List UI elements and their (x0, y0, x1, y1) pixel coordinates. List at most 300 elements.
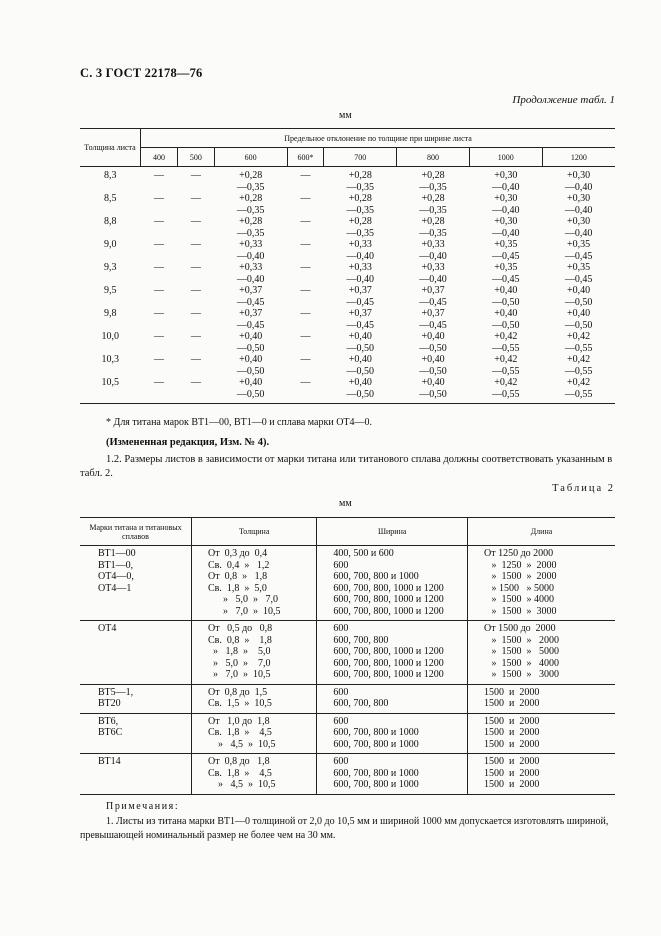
tolerance-cell (324, 239, 397, 262)
table2-width-cell: 600 600, 700, 800 (317, 684, 468, 713)
tolerance-lower (145, 228, 174, 240)
tolerance-cell (469, 239, 542, 262)
tolerance-upper: — (190, 193, 201, 204)
tolerance-lower: —0,40 (236, 250, 265, 262)
tolerance-upper: +0,33 (348, 262, 372, 273)
tolerance-upper: +0,42 (494, 331, 518, 342)
table2-grade-cell: ВТ5—1, ВТ20 (80, 684, 191, 713)
tolerance-cell (214, 308, 287, 331)
tolerance-cell (287, 216, 324, 239)
tolerance-cell (141, 262, 178, 285)
tolerance-upper: +0,37 (348, 308, 372, 319)
tolerance-cell (542, 239, 615, 262)
tolerance-cell (214, 285, 287, 308)
tolerance-cell (397, 216, 470, 239)
tolerance-upper: +0,30 (567, 193, 591, 204)
tolerance-upper: +0,40 (421, 377, 445, 388)
tolerance-upper: +0,28 (239, 193, 263, 204)
tolerance-cell (141, 354, 178, 377)
tolerance-cell (542, 167, 615, 194)
tolerance-lower (145, 205, 174, 217)
tolerance-upper: — (300, 331, 311, 342)
tolerance-upper: — (300, 262, 311, 273)
thickness-cell: 8,5 (104, 193, 117, 204)
tolerance-upper: +0,33 (421, 239, 445, 250)
tolerance-upper: +0,28 (239, 170, 263, 181)
tolerance-cell (141, 377, 178, 404)
tolerance-lower: —0,40 (564, 227, 593, 239)
tolerance-upper: +0,40 (239, 354, 263, 365)
table-row (80, 713, 615, 754)
thickness-cell: 10,0 (101, 331, 119, 342)
page-header: С. 3 ГОСТ 22178—76 (80, 66, 203, 80)
tolerance-upper: +0,42 (567, 331, 591, 342)
table2-grade-cell: ОТ4 (80, 621, 191, 685)
tolerance-lower: —0,45 (236, 319, 265, 331)
tolerance-upper: — (153, 331, 164, 342)
tolerance-lower: —0,55 (492, 388, 520, 400)
tolerance-lower: —0,35 (236, 181, 265, 193)
tolerance-upper: +0,30 (494, 216, 518, 227)
tolerance-cell (542, 377, 615, 404)
tolerance-cell (324, 377, 397, 404)
tolerance-upper: +0,42 (494, 354, 518, 365)
tolerance-lower: —0,40 (419, 273, 447, 285)
tolerance-lower (181, 366, 210, 378)
tolerance-upper: — (300, 239, 311, 250)
tolerance-lower (291, 251, 320, 263)
table-row (80, 239, 615, 262)
table2-header: Ширина (317, 518, 468, 546)
tolerance-lower: —0,35 (346, 181, 375, 193)
tolerance-upper: +0,42 (567, 354, 591, 365)
tolerance-upper: +0,35 (494, 239, 518, 250)
tolerance-upper: +0,35 (567, 239, 591, 250)
tolerance-upper: +0,37 (239, 285, 263, 296)
tolerance-cell (542, 193, 615, 216)
tolerance-lower: —0,50 (419, 388, 447, 400)
tolerance-upper: +0,40 (494, 285, 518, 296)
tolerance-lower: —0,40 (346, 250, 375, 262)
tolerance-lower (181, 205, 210, 217)
table2-length-cell: 1500 и 2000 1500 и 2000 (468, 684, 616, 713)
table2-thickness-cell: От 1,0 до 1,8 Св. 1,8 » 4,5 » 4,5 » 10,5 (191, 713, 316, 754)
table-row (80, 262, 615, 285)
tolerance-cell (177, 308, 214, 331)
thickness-cell: 9,8 (104, 308, 117, 319)
table2-length-cell: 1500 и 2000 1500 и 2000 1500 и 2000 (468, 713, 616, 754)
tolerance-lower: —0,45 (346, 296, 375, 308)
tolerance-lower: —0,50 (492, 319, 520, 331)
table2-length-cell: От 1250 до 2000 » 1250 » 2000 » 1500 » 2000 » 1500 » 5000 » 1500 » 4000 » 1500 » 3000 (468, 546, 616, 621)
tolerance-lower: —0,50 (492, 296, 520, 308)
table2-header: Длина (468, 518, 616, 546)
tolerance-lower: —0,50 (236, 342, 265, 354)
tolerance-cell (469, 308, 542, 331)
table-row (80, 216, 615, 239)
tolerance-cell (141, 216, 178, 239)
width-header: 800 (397, 148, 470, 167)
thickness-cell: 8,3 (104, 170, 117, 181)
tolerance-lower (291, 274, 320, 286)
tolerance-lower (145, 274, 174, 286)
notes-heading: Примечания: (106, 801, 180, 812)
tolerance-upper: +0,37 (348, 285, 372, 296)
table-row (80, 285, 615, 308)
tolerance-upper: +0,33 (421, 262, 445, 273)
tolerance-lower (181, 343, 210, 355)
tolerance-lower (291, 320, 320, 332)
tolerance-upper: — (153, 262, 164, 273)
tolerance-cell (324, 216, 397, 239)
amendment-note: (Измененная редакция, Изм. № 4). (106, 437, 270, 448)
tolerance-cell (214, 216, 287, 239)
tolerance-lower: —0,45 (236, 296, 265, 308)
tolerance-cell (214, 167, 287, 194)
tolerance-upper: +0,40 (239, 331, 263, 342)
tolerance-lower (145, 182, 174, 194)
tolerance-lower (291, 297, 320, 309)
table-row (80, 167, 615, 194)
table2-thickness-cell: От 0,5 до 0,8 Св. 0,8 » 1,8 » 1,8 » 5,0 » 5,0 » 7,0 » 7,0 » 10,5 (191, 621, 316, 685)
tolerance-cell (141, 167, 178, 194)
tolerance-lower: —0,55 (564, 342, 593, 354)
tolerance-lower (181, 228, 210, 240)
tolerance-upper: — (300, 354, 311, 365)
tolerance-lower: —0,55 (564, 365, 593, 377)
table2-width-cell: 600 600, 700, 800 600, 700, 800, 1000 и 1200 600, 700, 800, 1000 и 1200 600, 700, 800, 1000 и 1200 (317, 621, 468, 685)
tolerance-lower: —0,40 (419, 250, 447, 262)
tolerance-lower: —0,35 (346, 204, 375, 216)
tolerance-lower (145, 343, 174, 355)
tolerance-lower (291, 182, 320, 194)
tolerance-cell (324, 285, 397, 308)
table2-width-cell: 600 600, 700, 800 и 1000 600, 700, 800 и 1000 (317, 754, 468, 795)
tolerance-lower: —0,50 (346, 342, 375, 354)
tolerance-lower: —0,35 (419, 204, 447, 216)
tolerance-upper: +0,33 (348, 239, 372, 250)
table2-thickness-cell: От 0,8 до 1,5 Св. 1,5 » 10,5 (191, 684, 316, 713)
table-row (80, 546, 615, 621)
tolerance-cell (177, 262, 214, 285)
tolerance-lower (181, 251, 210, 263)
tolerance-upper: — (190, 308, 201, 319)
tolerance-cell (177, 354, 214, 377)
tolerance-lower (291, 366, 320, 378)
tolerance-cell (324, 193, 397, 216)
group-header: Предельное отклонение по толщине при ширине листа (141, 129, 616, 148)
thickness-cell: 9,5 (104, 285, 117, 296)
tolerance-cell (324, 167, 397, 194)
tolerance-lower: —0,35 (419, 181, 447, 193)
tolerance-cell (469, 377, 542, 404)
tolerance-cell (324, 308, 397, 331)
tolerance-upper: — (153, 285, 164, 296)
tolerance-cell (469, 331, 542, 354)
tolerance-lower: —0,55 (492, 342, 520, 354)
tolerance-cell (469, 354, 542, 377)
tolerance-upper: — (190, 170, 201, 181)
tolerance-upper: — (190, 377, 201, 388)
tolerance-lower: —0,50 (236, 388, 265, 400)
tolerance-lower: —0,40 (236, 273, 265, 285)
tolerance-upper: +0,28 (348, 216, 372, 227)
tolerance-upper: +0,35 (494, 262, 518, 273)
tolerance-upper: — (190, 354, 201, 365)
tolerance-upper: +0,28 (348, 193, 372, 204)
tolerance-cell (542, 285, 615, 308)
tolerance-lower (291, 389, 320, 401)
tolerance-cell (469, 167, 542, 194)
tolerance-upper: +0,42 (567, 377, 591, 388)
tolerance-lower: —0,45 (419, 296, 447, 308)
tolerance-cell (324, 262, 397, 285)
tolerance-upper: +0,37 (421, 308, 445, 319)
tolerance-lower: —0,45 (492, 250, 520, 262)
table-row (80, 621, 615, 685)
thickness-cell: 10,5 (80, 377, 141, 404)
tolerance-upper: — (190, 239, 201, 250)
tolerance-cell (324, 331, 397, 354)
tolerance-cell (397, 262, 470, 285)
width-header: 400 (141, 148, 178, 167)
tolerance-upper: +0,28 (421, 216, 445, 227)
tolerance-cell (469, 262, 542, 285)
table1-unit: мм (339, 110, 352, 121)
tolerance-lower: —0,45 (419, 319, 447, 331)
tolerance-upper: — (190, 285, 201, 296)
tolerance-cell (177, 216, 214, 239)
tolerance-upper: — (153, 193, 164, 204)
tolerance-upper: +0,33 (239, 262, 263, 273)
tolerance-cell (542, 308, 615, 331)
tolerance-upper: +0,40 (239, 377, 263, 388)
tolerance-lower (291, 205, 320, 217)
tolerance-cell (287, 308, 324, 331)
sizes-table (80, 517, 615, 795)
width-header: 500 (177, 148, 214, 167)
tolerance-cell (287, 285, 324, 308)
tolerance-lower: —0,50 (346, 365, 375, 377)
tolerance-cell (287, 262, 324, 285)
tolerance-lower (145, 251, 174, 263)
tolerance-upper: +0,40 (421, 331, 445, 342)
table-row (80, 377, 615, 404)
table-row (80, 308, 615, 331)
tolerance-cell (469, 193, 542, 216)
tolerance-upper: — (300, 216, 311, 227)
tolerance-cell (397, 167, 470, 194)
table2-width-cell: 600 600, 700, 800 и 1000 600, 700, 800 и 1000 (317, 713, 468, 754)
tolerance-upper: +0,40 (348, 354, 372, 365)
tolerance-cell (287, 193, 324, 216)
tolerance-cell (287, 377, 324, 404)
table-row (80, 754, 615, 795)
table2-length-cell: От 1500 до 2000 » 1500 » 2000 » 1500 » 5000 » 1500 » 4000 » 1500 » 3000 (468, 621, 616, 685)
table2-label: Таблица 2 (552, 483, 615, 494)
tolerance-lower: —0,50 (419, 365, 447, 377)
tolerance-lower: —0,50 (564, 319, 593, 331)
tolerance-lower: —0,35 (346, 227, 375, 239)
tolerance-lower (181, 389, 210, 401)
tolerance-table (80, 128, 615, 404)
tolerance-cell (177, 331, 214, 354)
tolerance-upper: — (300, 377, 311, 388)
tolerance-cell (542, 354, 615, 377)
tolerance-upper: +0,28 (421, 170, 445, 181)
tolerance-cell (324, 354, 397, 377)
table-row (80, 331, 615, 354)
tolerance-lower (181, 320, 210, 332)
tolerance-upper: +0,33 (239, 239, 263, 250)
tolerance-lower: —0,50 (236, 365, 265, 377)
tolerance-upper: +0,30 (494, 170, 518, 181)
col-thickness-header: Толщина листа (80, 129, 141, 167)
tolerance-cell (397, 239, 470, 262)
tolerance-cell (397, 285, 470, 308)
tolerance-cell (469, 285, 542, 308)
tolerance-lower: —0,50 (564, 296, 593, 308)
tolerance-upper: +0,40 (567, 308, 591, 319)
tolerance-lower: —0,35 (236, 204, 265, 216)
tolerance-upper: +0,40 (494, 308, 518, 319)
table-continuation-label: Продолжение табл. 1 (512, 94, 615, 106)
tolerance-cell (214, 193, 287, 216)
note-1: 1. Листы из титана марки ВТ1—0 толщиной от 2,0 до 10,5 мм и шириной 1000 мм допускается изготовлять шириной, превышающей номинальный размер не более чем на 30 мм. (80, 816, 609, 841)
tolerance-upper: — (153, 216, 164, 227)
tolerance-cell (397, 308, 470, 331)
tolerance-lower (181, 297, 210, 309)
tolerance-upper: — (153, 308, 164, 319)
tolerance-lower: —0,40 (564, 181, 593, 193)
width-header: 600* (287, 148, 324, 167)
table2-grade-cell: ВТ1—00 ВТ1—0, ОТ4—0, ОТ4—1 (80, 546, 191, 621)
tolerance-lower (145, 297, 174, 309)
tolerance-upper: — (190, 262, 201, 273)
tolerance-cell (397, 377, 470, 404)
tolerance-upper: +0,28 (239, 216, 263, 227)
tolerance-upper: — (190, 331, 201, 342)
tolerance-cell (287, 239, 324, 262)
tolerance-upper: +0,30 (567, 170, 591, 181)
tolerance-upper: — (153, 239, 164, 250)
thickness-cell: 8,8 (104, 216, 117, 227)
tolerance-lower: —0,40 (564, 204, 593, 216)
table2-grade-cell: ВТ14 (80, 754, 191, 795)
tolerance-lower: —0,40 (492, 204, 520, 216)
paragraph-1-2: 1.2. Размеры листов в зависимости от марки титана или титанового сплава должны соответствовать указанным в табл. 2. (80, 454, 613, 479)
table2-header: Марки титана и титановых сплавов (80, 518, 191, 546)
tolerance-cell (214, 377, 287, 404)
tolerance-lower (145, 389, 174, 401)
tolerance-upper: — (300, 193, 311, 204)
tolerance-upper: — (300, 308, 311, 319)
tolerance-cell (177, 167, 214, 194)
tolerance-lower: —0,55 (492, 365, 520, 377)
table-row (80, 684, 615, 713)
tolerance-cell (177, 193, 214, 216)
tolerance-cell (287, 331, 324, 354)
table2-grade-cell: ВТ6, ВТ6С (80, 713, 191, 754)
tolerance-upper: — (300, 170, 311, 181)
tolerance-upper: — (300, 285, 311, 296)
width-header: 700 (324, 148, 397, 167)
tolerance-cell (177, 239, 214, 262)
tolerance-lower (181, 182, 210, 194)
tolerance-lower (291, 228, 320, 240)
tolerance-upper: +0,30 (567, 216, 591, 227)
table2-header: Толщина (191, 518, 316, 546)
tolerance-upper: +0,28 (421, 193, 445, 204)
tolerance-upper: +0,35 (567, 262, 591, 273)
tolerance-cell (214, 239, 287, 262)
tolerance-lower: —0,45 (492, 273, 520, 285)
tolerance-cell (141, 331, 178, 354)
tolerance-lower: —0,40 (346, 273, 375, 285)
thickness-cell: 9,3 (104, 262, 117, 273)
tolerance-lower: —0,45 (346, 319, 375, 331)
tolerance-lower (145, 320, 174, 332)
tolerance-upper: +0,40 (421, 354, 445, 365)
tolerance-upper: +0,28 (348, 170, 372, 181)
tolerance-cell (469, 216, 542, 239)
table1-footnote: * Для титана марок ВТ1—00, ВТ1—0 и сплава марки ОТ4—0. (106, 417, 373, 428)
tolerance-lower: —0,40 (492, 181, 520, 193)
tolerance-lower (181, 274, 210, 286)
tolerance-lower: —0,35 (419, 227, 447, 239)
thickness-cell: 10,3 (101, 354, 119, 365)
table-row (80, 354, 615, 377)
tolerance-upper: +0,40 (348, 377, 372, 388)
tolerance-upper: — (190, 216, 201, 227)
tolerance-cell (397, 193, 470, 216)
tolerance-cell (542, 216, 615, 239)
tolerance-cell (287, 354, 324, 377)
tolerance-cell (141, 193, 178, 216)
tolerance-upper: +0,37 (239, 308, 263, 319)
tolerance-upper: +0,42 (494, 377, 518, 388)
table2-thickness-cell: От 0,3 до 0,4 Св. 0,4 » 1,2 От 0,8 » 1,8 Св. 1,8 » 5,0 » 5,0 » 7,0 » 7,0 » 10,5 (191, 546, 316, 621)
width-header: 1000 (469, 148, 542, 167)
width-header: 1200 (542, 148, 615, 167)
table2-width-cell: 400, 500 и 600 600 600, 700, 800 и 1000 600, 700, 800, 1000 и 1200 600, 700, 800, 1000 и 1200 600, 700, 800, 1000 и 1200 (317, 546, 468, 621)
tolerance-upper: — (153, 170, 164, 181)
table2-thickness-cell: От 0,8 до 1,8 Св. 1,8 » 4,5 » 4,5 » 10,5 (191, 754, 316, 795)
tolerance-cell (397, 354, 470, 377)
tolerance-lower (145, 366, 174, 378)
tolerance-upper: +0,37 (421, 285, 445, 296)
table2-unit: мм (339, 498, 352, 509)
tolerance-lower: —0,45 (564, 273, 593, 285)
tolerance-lower: —0,45 (564, 250, 593, 262)
tolerance-cell (177, 285, 214, 308)
tolerance-cell (214, 262, 287, 285)
tolerance-cell (542, 331, 615, 354)
tolerance-lower: —0,35 (236, 227, 265, 239)
thickness-cell: 9,0 (104, 239, 117, 250)
tolerance-upper: +0,30 (494, 193, 518, 204)
tolerance-upper: — (153, 377, 164, 388)
tolerance-cell (214, 331, 287, 354)
tolerance-cell (141, 308, 178, 331)
tolerance-cell (141, 239, 178, 262)
tolerance-upper: +0,40 (567, 285, 591, 296)
tolerance-lower: —0,55 (564, 388, 593, 400)
tolerance-lower: —0,50 (419, 342, 447, 354)
width-header: 600 (214, 148, 287, 167)
tolerance-lower: —0,50 (346, 388, 375, 400)
tolerance-cell (214, 354, 287, 377)
